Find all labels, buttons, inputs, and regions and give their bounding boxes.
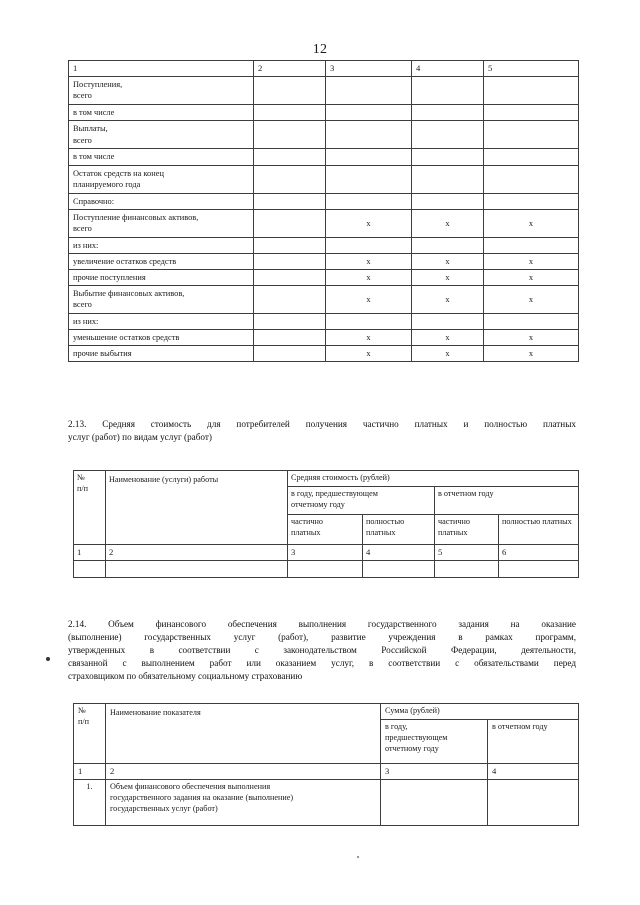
table-average-cost (73, 470, 579, 578)
row-label-line2: всего (73, 91, 92, 101)
row-indicator-name-line1: Объем финансового обеспечения выполнения (110, 782, 271, 792)
table-row (74, 561, 579, 578)
row-label-line1: Поступления, (73, 80, 123, 90)
row-cell-6[interactable] (499, 561, 579, 578)
col-num-6: 6 (499, 545, 579, 561)
row-label-line2: всего (73, 135, 92, 145)
row-cell-4[interactable] (412, 121, 484, 149)
table-row (69, 237, 579, 253)
row-report-year-value[interactable] (488, 780, 579, 826)
header-row-number (74, 471, 106, 545)
row-cell-3: x (326, 285, 412, 313)
row-cell-3[interactable] (288, 561, 363, 578)
row-label: из них: (69, 237, 254, 253)
col-num-1: 1 (74, 764, 106, 780)
row-cell-2[interactable] (254, 285, 326, 313)
row-cell-5[interactable] (484, 313, 579, 329)
row-previous-year-value[interactable] (381, 780, 488, 826)
section-2-14-line-3: утвержденных в соответствии с законодательством Российской Федерации, деятельности, (68, 645, 576, 656)
row-cell-5: x (484, 209, 579, 237)
row-cell-5: x (484, 269, 579, 285)
row-cell-3[interactable] (326, 237, 412, 253)
col-num-5: 5 (484, 61, 579, 77)
section-2-13-line-2: услуг (работ) по видам услуг (работ) (68, 432, 212, 443)
page-artifact-speck (357, 856, 359, 858)
col-num-2: 2 (254, 61, 326, 77)
row-label-line1: Выбытие финансовых активов, (73, 288, 185, 298)
table-row (69, 149, 579, 165)
table-row (74, 780, 579, 826)
row-cell-1[interactable] (74, 561, 106, 578)
row-cell-2[interactable] (106, 561, 288, 578)
row-cell-4[interactable] (412, 77, 484, 105)
table-financial-flows (68, 60, 579, 362)
header-row-number-line2: п/п (78, 716, 90, 726)
col-num-4: 4 (488, 764, 579, 780)
header-previous-year (381, 720, 488, 764)
row-cell-3: x (326, 253, 412, 269)
row-index: 1. (74, 780, 106, 826)
table-row (69, 105, 579, 121)
table-funding-volume (73, 703, 579, 826)
row-label: из них: (69, 313, 254, 329)
row-cell-5: x (484, 346, 579, 362)
row-cell-2[interactable] (254, 209, 326, 237)
row-cell-3[interactable] (326, 313, 412, 329)
header-previous-year-line3: отчетному году (385, 743, 439, 753)
row-cell-4[interactable] (412, 149, 484, 165)
header-row-number-line2: п/п (77, 483, 89, 493)
header-partially-paid-prev-line2: платных (291, 527, 321, 537)
row-cell-4: x (412, 285, 484, 313)
row-cell-2[interactable] (254, 253, 326, 269)
table-row (69, 121, 579, 149)
section-2-14-line-5: страховщиком по обязательному социальному страхованию (68, 671, 303, 682)
header-previous-year-line2: предшествующем (385, 732, 448, 742)
row-cell-3: x (326, 209, 412, 237)
row-cell-3[interactable] (326, 149, 412, 165)
row-label: в том числе (69, 105, 254, 121)
row-cell-4: x (412, 253, 484, 269)
table-row (69, 193, 579, 209)
row-cell-4[interactable] (412, 165, 484, 193)
row-indicator-name (106, 780, 381, 826)
row-label: в том числе (69, 149, 254, 165)
table-row (69, 330, 579, 346)
col-num-3: 3 (381, 764, 488, 780)
row-cell-5[interactable] (484, 121, 579, 149)
table-header-row-1 (74, 704, 579, 720)
col-num-5: 5 (435, 545, 499, 561)
row-cell-3[interactable] (326, 193, 412, 209)
row-label: прочие выбытия (69, 346, 254, 362)
row-cell-2[interactable] (254, 269, 326, 285)
section-2-14-line-1: 2.14. Объем финансового обеспечения выполнения государственного задания на оказание (68, 619, 576, 629)
row-cell-4: x (412, 209, 484, 237)
row-cell-4: x (412, 346, 484, 362)
row-label (69, 285, 254, 313)
table-column-numbers-row (74, 545, 579, 561)
row-cell-3[interactable] (326, 105, 412, 121)
row-label: Справочно: (69, 193, 254, 209)
row-cell-2[interactable] (254, 165, 326, 193)
row-cell-5[interactable] (484, 165, 579, 193)
col-num-2: 2 (106, 764, 381, 780)
row-cell-5[interactable] (484, 193, 579, 209)
row-cell-4[interactable] (412, 193, 484, 209)
row-cell-4: x (412, 269, 484, 285)
row-cell-4: x (412, 330, 484, 346)
section-2-14-paragraph (68, 618, 576, 683)
header-report-year: в отчетном году (435, 487, 579, 515)
row-cell-5: x (484, 253, 579, 269)
row-label-line1: Поступление финансовых активов, (73, 212, 199, 222)
row-cell-3: x (326, 346, 412, 362)
col-num-3: 3 (326, 61, 412, 77)
header-fully-paid-prev (363, 515, 435, 545)
page-number: 12 (312, 42, 328, 57)
row-cell-2[interactable] (254, 313, 326, 329)
row-label (69, 121, 254, 149)
row-cell-2[interactable] (254, 149, 326, 165)
row-label-line1: Остаток средств на конец (73, 168, 164, 178)
row-label (69, 77, 254, 105)
section-2-14-line-4: связанной с выполнением работ или оказанием услуг, в соответствии с обязательствами перед (68, 658, 576, 669)
header-partially-paid-prev-line1: частично (291, 517, 323, 526)
row-cell-4[interactable] (363, 561, 435, 578)
row-cell-3: x (326, 269, 412, 285)
header-fully-paid-prev-line2: платных (366, 527, 396, 537)
header-partially-paid-report-line2: платных (438, 527, 468, 537)
header-group-sum: Сумма (рублей) (381, 704, 579, 720)
col-num-1: 1 (74, 545, 106, 561)
table-row (69, 165, 579, 193)
row-cell-3[interactable] (326, 121, 412, 149)
margin-bullet-icon (46, 657, 50, 661)
section-2-13-paragraph (68, 418, 576, 444)
header-group-average-cost: Средняя стоимость (рублей) (288, 471, 579, 487)
row-label-line2: всего (73, 300, 92, 309)
header-row-number-line1: № (77, 473, 85, 482)
row-cell-5[interactable] (484, 77, 579, 105)
header-service-name: Наименование (услуги) работы (106, 471, 288, 545)
table-header-row (69, 61, 579, 77)
row-cell-3[interactable] (326, 165, 412, 193)
row-label-line1: Выплаты, (73, 124, 108, 134)
row-cell-3[interactable] (326, 77, 412, 105)
row-cell-2[interactable] (254, 193, 326, 209)
section-2-14-line-2: (выполнение) государственных услуг (работ), развитие учреждения в рамках программ, (68, 632, 576, 643)
row-label-line2: всего (73, 223, 92, 233)
col-num-4: 4 (363, 545, 435, 561)
col-num-3: 3 (288, 545, 363, 561)
table-column-numbers-row (74, 764, 579, 780)
header-previous-year-line2: отчетному году (291, 499, 345, 509)
section-2-13-line-1: 2.13. Средняя стоимость для потребителей получения частично платных и полностью платных (68, 419, 576, 429)
header-previous-year-line1: в году, предшествующем (291, 489, 378, 498)
col-num-4: 4 (412, 61, 484, 77)
row-label-line2: планируемого года (73, 179, 141, 189)
col-num-2: 2 (106, 545, 288, 561)
header-partially-paid-report (435, 515, 499, 545)
header-previous-year (288, 487, 435, 515)
row-cell-2[interactable] (254, 121, 326, 149)
row-cell-2[interactable] (254, 237, 326, 253)
table-header-row-1 (74, 471, 579, 487)
table-row (69, 253, 579, 269)
row-label: увеличение остатков средств (69, 253, 254, 269)
header-partially-paid-report-line1: частично (438, 517, 470, 526)
table-row (69, 313, 579, 329)
header-row-number (74, 704, 106, 764)
table-row (69, 346, 579, 362)
row-label: уменьшение остатков средств (69, 330, 254, 346)
row-cell-4[interactable] (412, 105, 484, 121)
row-label: прочие поступления (69, 269, 254, 285)
row-indicator-name-line2: государственного задания на оказание (выполнение) (110, 793, 294, 803)
header-partially-paid-prev (288, 515, 363, 545)
row-cell-2[interactable] (254, 105, 326, 121)
header-previous-year-line1: в году, (385, 722, 408, 731)
col-num-1: 1 (69, 61, 254, 77)
table-row (69, 77, 579, 105)
row-indicator-name-line3: государственных услуг (работ) (110, 804, 218, 813)
header-row-number-line1: № (78, 706, 86, 715)
row-cell-5[interactable] (484, 237, 579, 253)
row-cell-5: x (484, 330, 579, 346)
table-row (69, 269, 579, 285)
row-cell-5: x (484, 285, 579, 313)
row-cell-4[interactable] (412, 313, 484, 329)
row-cell-2[interactable] (254, 77, 326, 105)
table-row (69, 285, 579, 313)
header-fully-paid-prev-line1: полностью (366, 517, 405, 526)
header-fully-paid-report: полностью платных (499, 515, 579, 545)
row-label (69, 209, 254, 237)
row-cell-4[interactable] (412, 237, 484, 253)
header-indicator-name: Наименование показателя (106, 704, 381, 764)
row-cell-3: x (326, 330, 412, 346)
row-cell-5[interactable] (484, 149, 579, 165)
row-cell-2[interactable] (254, 330, 326, 346)
row-cell-2[interactable] (254, 346, 326, 362)
table-row (69, 209, 579, 237)
row-label (69, 165, 254, 193)
row-cell-5[interactable] (484, 105, 579, 121)
header-report-year: в отчетном году (488, 720, 579, 764)
row-cell-5[interactable] (435, 561, 499, 578)
